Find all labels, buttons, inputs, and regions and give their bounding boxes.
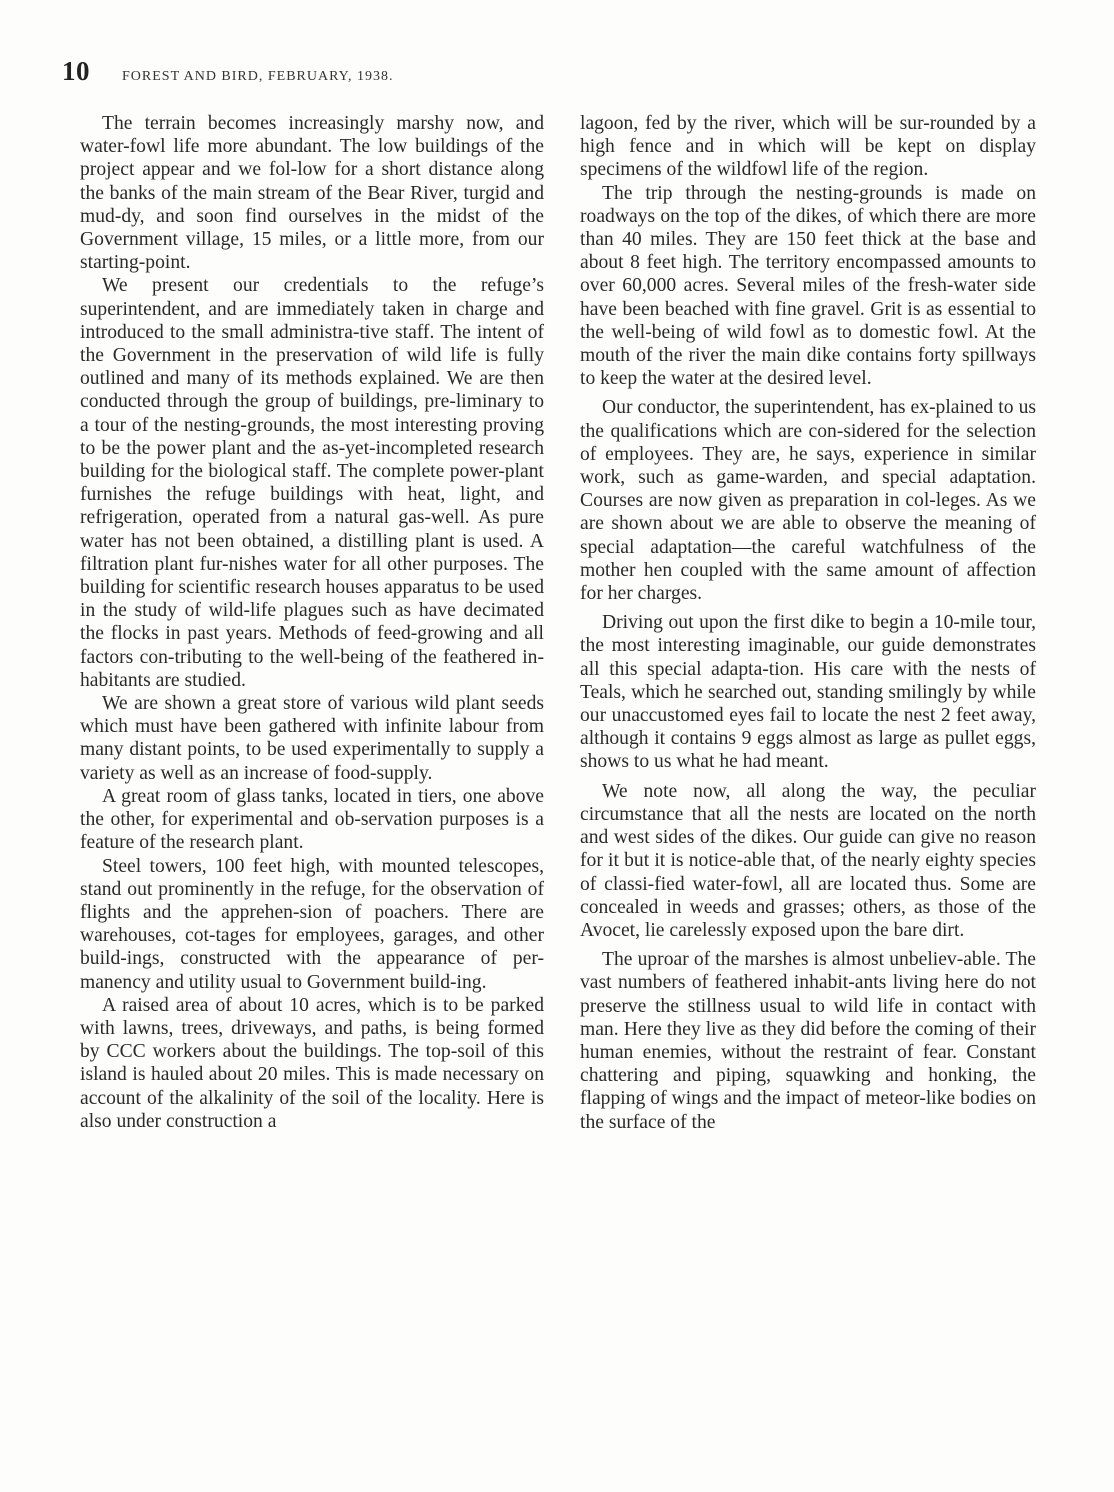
paragraph: Driving out upon the first dike to begin a 10-mile tour, the most interesting imaginable, our guide demonstrates all this special adapta-tion. His care with the nests of Teals, which he searched out, standing smilingly by while our unaccustomed eyes fail to locate the nest 2 feet away, although it contains 9 eggs almost as large as pullet eggs, shows to us what he had meant. <box>580 612 1036 773</box>
left-column <box>80 112 544 1133</box>
paragraph: We note now, all along the way, the peculiar circumstance that all the nests are located on the north and west sides of the dikes. Our guide can give no reason for it but it is notice-able that, of the nearly eighty species of classi-fied water-fowl, all are located thus. Some are concealed in weeds and grasses; others, as those of the Avocet, lie carelessly exposed upon the bare dirt. <box>580 780 1036 941</box>
paragraph: A great room of glass tanks, located in tiers, one above the other, for experimental and ob-servation purposes is a feature of the research plant. <box>80 785 544 854</box>
paragraph: We present our credentials to the refuge’s superintendent, and are immediately taken in charge and introduced to the small administra-tive staff. The intent of the Government in the preservation of wild life is fully outlined and many of its methods explained. We are then conducted through the group of buildings, pre-liminary to a tour of the nesting-grounds, the most interesting proving to be the power plant and the as-yet-incompleted research building for the biological staff. The complete power-plant furnishes the refuge buildings with heat, light, and refrigeration, operated from a natural gas-well. As pure water has not been obtained, a distilling plant is used. A filtration plant fur-nishes water for all other purposes. The building for scientific research houses apparatus to be used in the study of wild-life plagues such as have decimated the flocks in past years. Methods of feed-growing and all factors con-tributing to the well-being of the feathered in-habitants are studied. <box>80 275 544 691</box>
running-title: FOREST AND BIRD, FEBRUARY, 1938. <box>122 69 394 84</box>
paragraph: The trip through the nesting-grounds is made on roadways on the top of the dikes, of which there are more than 40 miles. They are 150 feet thick at the base and about 8 feet high. The territory encompassed amounts to over 60,000 acres. Several miles of the fresh-water side have been beached with fine gravel. Grit is as essential to the well-being of wild fowl as to domestic fowl. At the mouth of the river the main dike contains forty spillways to keep the water at the desired level. <box>580 182 1036 390</box>
paragraph: The uproar of the marshes is almost unbeliev-able. The vast numbers of feathered inhabit-ants living here do not preserve the stillness usual to wild life in contact with man. Here they live as they did before the coming of their human enemies, without the restraint of fear. Constant chattering and piping, squawking and honking, the flapping of wings and the impact of meteor-like bodies on the surface of the <box>580 949 1036 1133</box>
page-header <box>62 56 393 87</box>
paragraph: We are shown a great store of various wild plant seeds which must have been gathered with infinite labour from many distant points, to be used experimentally to supply a variety as well as an increase of food-supply. <box>80 693 544 784</box>
paragraph-continued: lagoon, fed by the river, which will be sur-rounded by a high fence and in which will be kept on display specimens of the wildfowl life of the region. <box>580 113 1036 181</box>
paragraph: Our conductor, the superintendent, has ex-plained to us the qualifications which are con-sidered for the selection of employees. They are, he says, experience in similar work, such as game-warden, and special adaptation. Courses are now given as preparation in col-leges. As we are shown about we are able to observe the meaning of special adaptation—the careful watchfulness of the mother hen coupled with the same amount of affection for her charges. <box>580 397 1036 605</box>
page-number: 10 <box>62 56 90 86</box>
right-column <box>580 112 1036 1134</box>
paragraph: A raised area of about 10 acres, which is to be parked with lawns, trees, driveways, and paths, is being formed by CCC workers about the buildings. The top-soil of this island is hauled about 20 miles. This is made necessary on account of the alkalinity of the soil of the locality. Here is also under construction a <box>80 994 544 1132</box>
paragraph: Steel towers, 100 feet high, with mounted telescopes, stand out prominently in the refuge, for the observation of flights and the apprehen-sion of poachers. There are warehouses, cot-tages for employees, garages, and other build-ings, constructed with the appearance of per-manency and utility usual to Government build-ing. <box>80 855 544 993</box>
paragraph: The terrain becomes increasingly marshy now, and water-fowl life more abundant. The low buildings of the project appear and we fol-low for a short distance along the banks of the main stream of the Bear River, turgid and mud-dy, and soon find ourselves in the midst of the Government village, 15 miles, or a little more, from our starting-point. <box>80 113 544 274</box>
